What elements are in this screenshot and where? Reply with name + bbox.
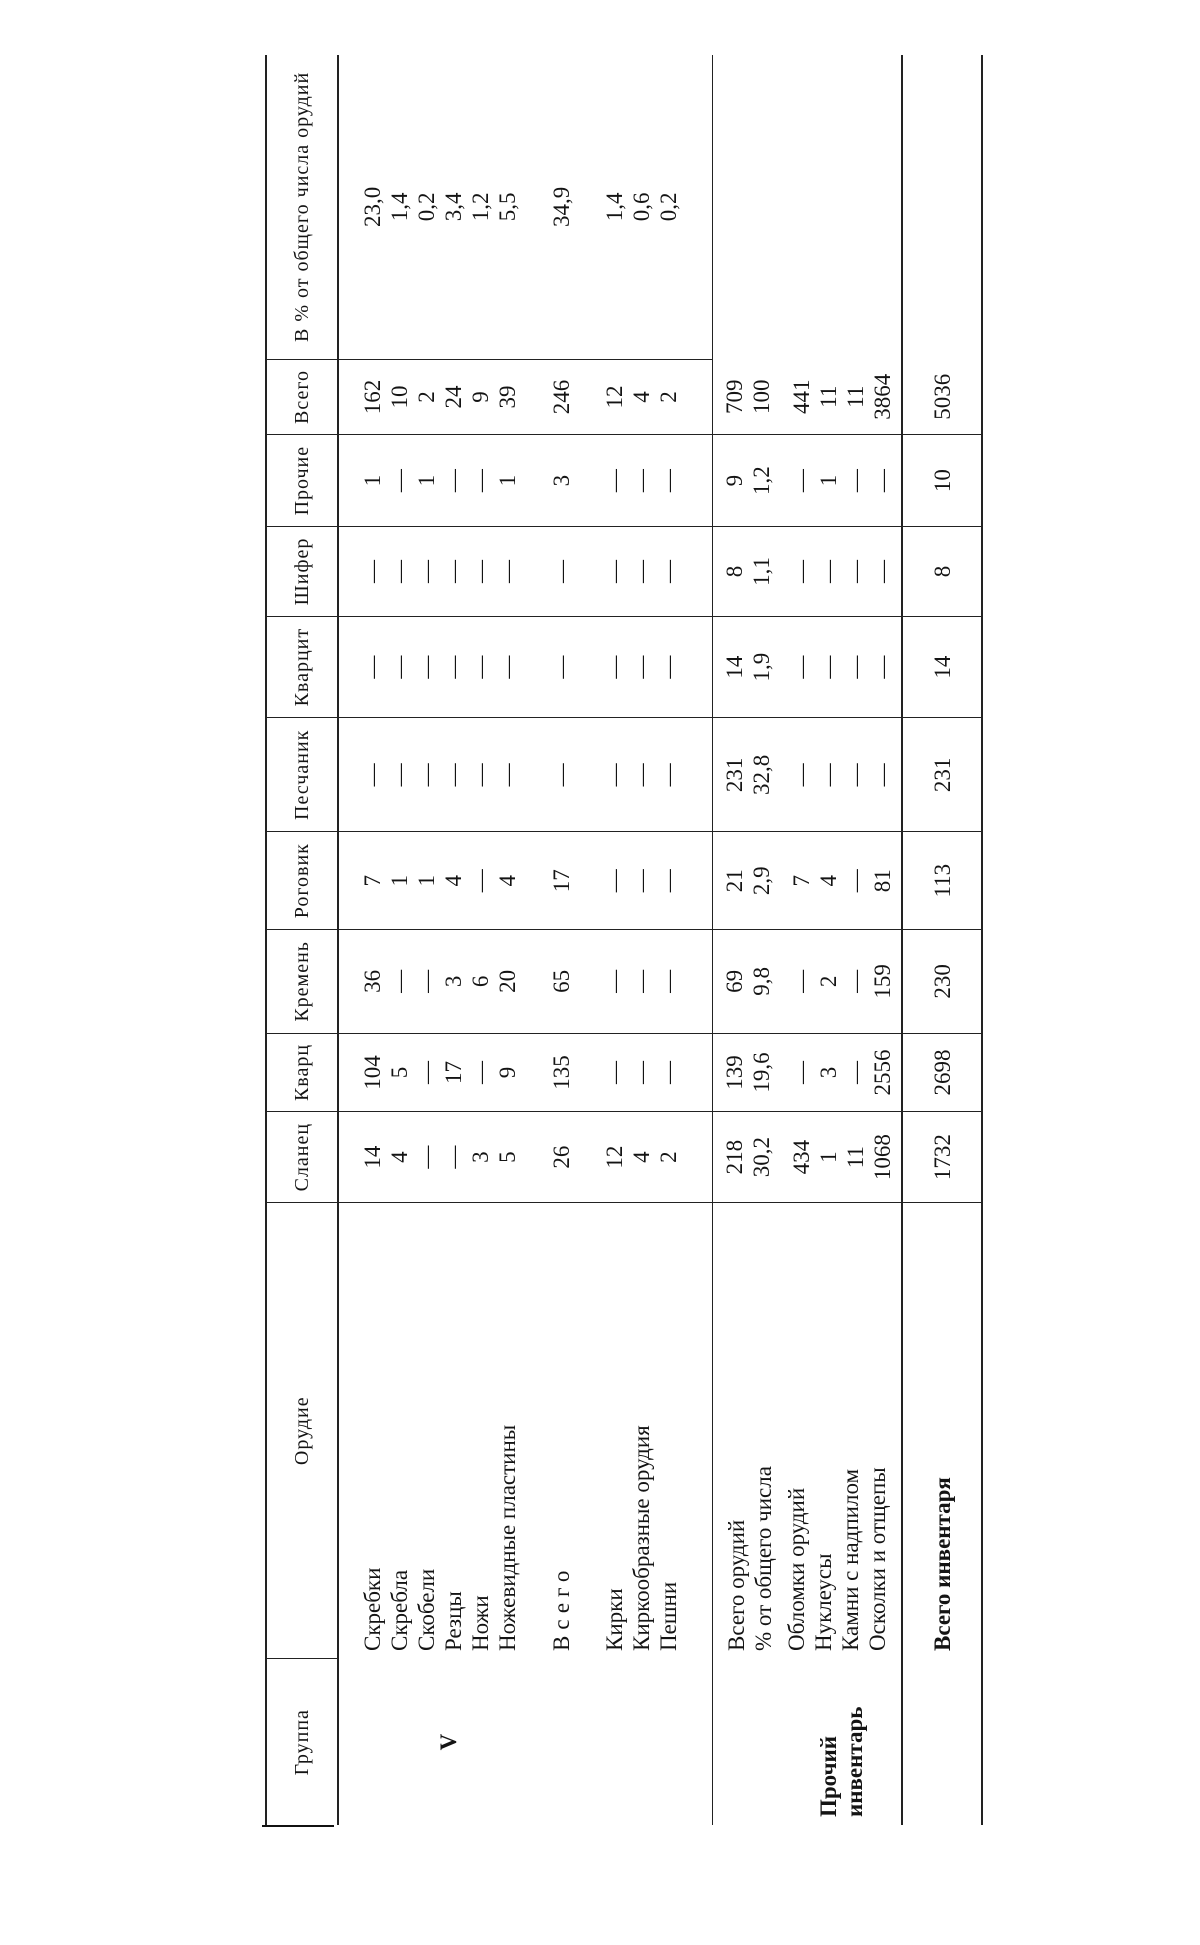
value: — [602,969,627,993]
value: 4 [387,1151,412,1163]
value: — [789,560,814,584]
value: — [629,869,654,893]
value: 1,4 [387,192,412,222]
grand-total-row [902,55,982,1825]
grand-total-label: Всего инвентаря [902,1203,982,1660]
value: — [602,869,627,893]
value: — [789,969,814,993]
tool-name: Нуклеусы [811,1553,836,1651]
value: 11 [816,385,841,408]
value: — [656,655,681,679]
value: 218 [722,1139,747,1175]
value: — [843,560,868,584]
value: 2 [414,391,439,403]
value: 17 [441,1060,466,1084]
material-cell [338,1033,521,1112]
material-cell: 113 [902,832,982,930]
value: 14 [360,1145,385,1169]
value: — [843,655,868,679]
value: — [414,560,439,584]
value: — [495,655,520,679]
header-material: Песчаник [266,718,338,832]
tool-name: Всего орудий [724,1519,749,1651]
value: 1,2 [749,466,774,495]
value: — [602,763,627,787]
header-material: Кремень [266,930,338,1034]
group-label: V [435,1733,461,1751]
value: 9 [468,391,493,403]
material-cell: 3 [521,435,601,527]
material-cell: 14 [902,616,982,717]
material-cell [713,1033,784,1112]
value: — [870,560,895,584]
value: 4 [441,874,466,887]
total-cell [783,359,902,434]
value: — [629,969,654,993]
value: 1,2 [468,192,493,222]
value: 1 [387,874,412,887]
material-cell [601,1112,713,1203]
group-label-other: Прочий инвентарь [816,1706,867,1817]
value: — [629,469,654,493]
value: 3 [441,975,466,988]
value: 10 [387,385,412,409]
value: — [843,1060,868,1084]
value: 23,0 [360,186,385,228]
value: 2 [816,975,841,988]
header-material: Кварц [266,1033,338,1112]
tool-list [601,1203,713,1660]
value: 1 [360,474,385,487]
header-material: Кварцит [266,616,338,717]
header-material: Роговик [266,832,338,930]
value: — [843,869,868,893]
header-row [266,55,338,1825]
value: — [602,655,627,679]
value: 8 [722,565,747,578]
material-cell: 26 [521,1112,601,1203]
value: — [414,1060,439,1084]
tool-name: Камни с надпилом [838,1468,863,1651]
value: 1 [816,474,841,487]
summary-rows [713,55,784,1825]
material-cell [713,616,784,717]
value: — [387,969,412,993]
value: 2556 [870,1049,895,1096]
vsego-label: Всего [548,1564,574,1651]
value: — [870,763,895,787]
percent-cell [338,55,521,359]
value: — [843,969,868,993]
value: 12 [602,385,627,409]
material-cell [713,718,784,832]
value: 32,8 [749,754,774,795]
value: 81 [870,869,895,893]
value: — [629,560,654,584]
value: 39 [495,385,520,409]
value: — [441,1145,466,1169]
value: 3 [816,1066,841,1079]
value: — [629,763,654,787]
value: — [602,1060,627,1084]
value: 24 [441,385,466,409]
total-cell [713,359,784,434]
value: 9 [495,1066,520,1079]
value: — [602,560,627,584]
value: — [870,469,895,493]
value: 5 [495,1151,520,1163]
value: 1 [495,474,520,487]
tool-name: Скобели [414,1568,439,1651]
material-cell [601,718,713,832]
value: 1 [816,1151,841,1163]
value: 1 [414,474,439,487]
total-cell: 5036 [902,359,982,434]
value: 14 [722,655,747,679]
material-cell [338,527,521,617]
value: — [414,1145,439,1169]
value: 36 [360,969,385,993]
material-cell: 17 [521,832,601,930]
tool-list [783,1203,902,1660]
material-cell: 65 [521,930,601,1034]
material-cell [713,832,784,930]
tool-name: Ножевидные пластины [495,1424,520,1651]
material-cell [601,435,713,527]
value: — [789,655,814,679]
material-cell: 1732 [902,1112,982,1203]
value: 1068 [870,1134,895,1181]
material-cell: — [521,527,601,617]
value: 69 [722,969,747,993]
material-cell [338,1112,521,1203]
value: — [629,1060,654,1084]
value: — [414,655,439,679]
value: — [441,763,466,787]
value: — [843,469,868,493]
other-rows [783,55,902,1825]
value: — [656,869,681,893]
value: 162 [360,379,385,415]
material-cell: 135 [521,1033,601,1112]
material-cell [713,1112,784,1203]
value: — [656,1060,681,1084]
value: — [468,869,493,893]
value: 0,2 [414,192,439,222]
percent-cell [601,55,713,359]
value: 434 [789,1139,814,1175]
value: 9 [722,474,747,487]
value: — [468,469,493,493]
value: — [360,560,385,584]
material-cell: 10 [902,435,982,527]
value: — [816,763,841,787]
material-cell [338,616,521,717]
material-cell [338,718,521,832]
value: 2,9 [749,866,774,896]
header-material: Прочие [266,435,338,527]
value: 2 [656,1151,681,1163]
value: — [387,469,412,493]
tool-name: Скребла [387,1569,412,1651]
total-cell [338,359,521,434]
material-cell [783,930,902,1034]
group-v-rows [338,55,521,1825]
material-cell [601,832,713,930]
material-cell: 8 [902,527,982,617]
value: 1,1 [749,557,774,586]
value: 231 [722,757,747,793]
value: 4 [816,874,841,887]
value: — [414,969,439,993]
tool-name: Кирки [602,1588,627,1651]
value: — [602,469,627,493]
value: — [387,763,412,787]
total-cell [601,359,713,434]
material-cell [783,1033,902,1112]
value: — [387,560,412,584]
header-tool: Орудие [266,1203,338,1660]
vsego-row [521,55,601,1825]
value: 159 [870,964,895,999]
tool-name: Скребки [360,1567,385,1651]
value: — [468,763,493,787]
value: 4 [495,874,520,887]
value: 7 [789,874,814,887]
value: 1,4 [602,192,627,222]
material-cell [783,616,902,717]
value: — [789,469,814,493]
value: — [789,763,814,787]
value: — [816,560,841,584]
tool-name: Ножи [468,1595,493,1651]
material-cell: 231 [902,718,982,832]
value: 139 [722,1055,747,1090]
value: 441 [789,379,814,414]
material-cell [783,1112,902,1203]
value: — [843,763,868,787]
material-cell [338,930,521,1034]
header-material: Сланец [266,1112,338,1203]
value: — [870,655,895,679]
material-cell [601,1033,713,1112]
value: 709 [722,379,747,414]
value: 2 [656,391,681,403]
kirki-rows [601,55,713,1825]
value: — [495,560,520,584]
value: 104 [360,1055,385,1090]
value: 100 [749,379,774,414]
material-cell: 2698 [902,1033,982,1112]
header-total: Всего [266,359,338,434]
material-cell [713,435,784,527]
value: 3 [468,1151,493,1163]
material-cell: 230 [902,930,982,1034]
value: — [468,1060,493,1084]
material-cell [601,527,713,617]
value: 5,5 [495,192,520,222]
value: 11 [843,1146,868,1169]
value: — [789,1060,814,1084]
inventory-table [265,55,983,1825]
value: — [629,655,654,679]
material-cell [783,832,902,930]
header-material: Шифер [266,527,338,617]
material-cell: — [521,616,601,717]
value: 6 [468,975,493,988]
material-cell [601,930,713,1034]
header-percent: В % от общего числа орудий [266,55,338,359]
value: — [656,560,681,584]
material-cell [338,832,521,930]
value: — [468,560,493,584]
value: 3,4 [441,192,466,222]
tool-name: Осколки и отщепы [865,1467,890,1651]
material-cell [713,930,784,1034]
value: — [656,469,681,493]
percent-cell: 34,9 [521,55,601,359]
value: 0,2 [656,192,681,222]
header-group: Группа [266,1659,338,1825]
value: — [468,655,493,679]
corner-mark [262,1825,334,1827]
tool-list [338,1203,521,1660]
material-cell [783,527,902,617]
value: — [360,763,385,787]
value: — [441,655,466,679]
tool-name: % от общего числа [751,1466,776,1651]
material-cell [783,435,902,527]
value: 20 [495,969,520,993]
value: 9,8 [749,967,774,996]
value: 19,6 [749,1052,774,1093]
value: 0,6 [629,192,654,222]
value: 1,9 [749,652,774,682]
value: — [441,469,466,493]
value: 30,2 [749,1137,774,1178]
material-cell [601,616,713,717]
value: 12 [602,1145,627,1169]
tool-name: Пешни [656,1581,681,1651]
tool-name: Резцы [441,1591,466,1651]
tool-name: Обломки орудий [784,1487,809,1651]
material-cell: — [521,718,601,832]
value: — [656,763,681,787]
value: 4 [629,1151,654,1163]
material-cell [783,718,902,832]
value: 21 [722,869,747,893]
value: — [414,763,439,787]
value: — [441,560,466,584]
material-cell [713,527,784,617]
value: — [387,655,412,679]
value: — [656,969,681,993]
tool-name: Киркообразные орудия [629,1425,654,1651]
total-cell: 246 [521,359,601,434]
material-cell [338,435,521,527]
value: 1 [414,874,439,887]
value: 5 [387,1066,412,1079]
value: — [360,655,385,679]
value: 3864 [870,373,895,420]
value: 4 [629,391,654,403]
value: 7 [360,874,385,887]
value: — [495,763,520,787]
tool-list [713,1203,784,1660]
value: — [816,655,841,679]
value: 11 [843,385,868,408]
